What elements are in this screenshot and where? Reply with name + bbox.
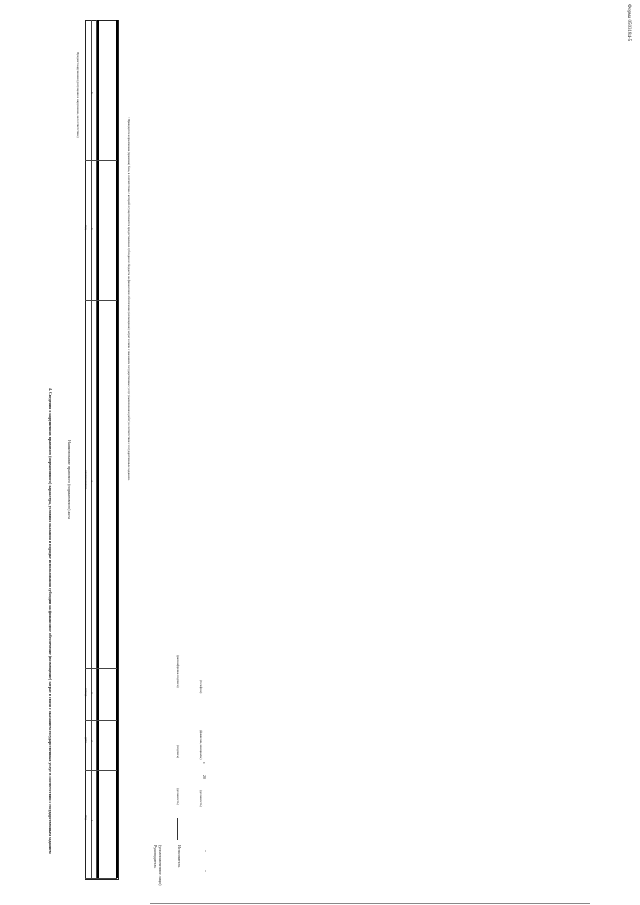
executor-label: Исполнитель xyxy=(177,845,182,868)
column-header-1: вид xyxy=(84,815,88,820)
column-number-5: 5 xyxy=(90,228,94,230)
page-bottom-rule xyxy=(150,903,590,904)
head-name-caption: (расшифровка подписи) xyxy=(176,655,180,688)
head-position-caption: (должность) xyxy=(176,788,180,805)
head-position-line xyxy=(177,818,178,840)
column-number-2: 2 xyxy=(90,740,94,742)
column-number-1: 1 xyxy=(90,820,94,822)
date-close-quote: " xyxy=(202,850,207,852)
section-title: 4. Сведения о нарушениях правового (нормативного) характера, условиях оказания и порядке использования субсидии на финансовое обеспечение (возмещение) затрат в связи с оказанием государственных услуг в соответствии с государственным заданием xyxy=(48,388,53,854)
head-sublabel: (уполномоченное лицо) xyxy=(158,845,163,886)
group-header: Наименование правового (нормативного) акта xyxy=(67,440,72,519)
column-number-6: 6 xyxy=(90,92,94,94)
column-header-2: дата xyxy=(84,737,88,743)
table-data-bottom-rule xyxy=(116,20,118,878)
column-divider-1 xyxy=(85,878,117,879)
table-data-row xyxy=(97,21,116,877)
column-number-4: 4 xyxy=(90,480,94,482)
column-header-3: номер xyxy=(84,688,88,697)
date-open-quote: " xyxy=(202,870,207,872)
column-header-5: код xyxy=(84,225,88,230)
column-header-4: наименование xyxy=(84,470,88,490)
footnote: ¹ Приводится нормативная (правовая) база, в соответствии с которой осуществляется предоставление субсидии из бюджета на финансовое обеспечение (возмещение) затрат в связи с оказанием государственных услуг (выполнением работ) в соответствии с государственным заданием. xyxy=(127,117,131,481)
date-year: 20 xyxy=(202,775,207,779)
date-suffix: г. xyxy=(202,762,207,765)
column-header-6: Предмет нарушения (допущенное нарушение, несоответствие) xyxy=(76,52,80,138)
table-header-rule xyxy=(91,20,92,878)
column-number-3: 3 xyxy=(90,692,94,694)
executor-name-caption: (фамилия, инициалы) xyxy=(199,730,203,760)
head-signature-caption: (подпись) xyxy=(176,745,180,759)
form-code: Форма 0503184-5 xyxy=(626,4,631,42)
head-label: Руководитель xyxy=(153,845,158,869)
phone-caption: (телефон) xyxy=(199,680,203,694)
executor-position-caption: (должность) xyxy=(199,790,203,807)
